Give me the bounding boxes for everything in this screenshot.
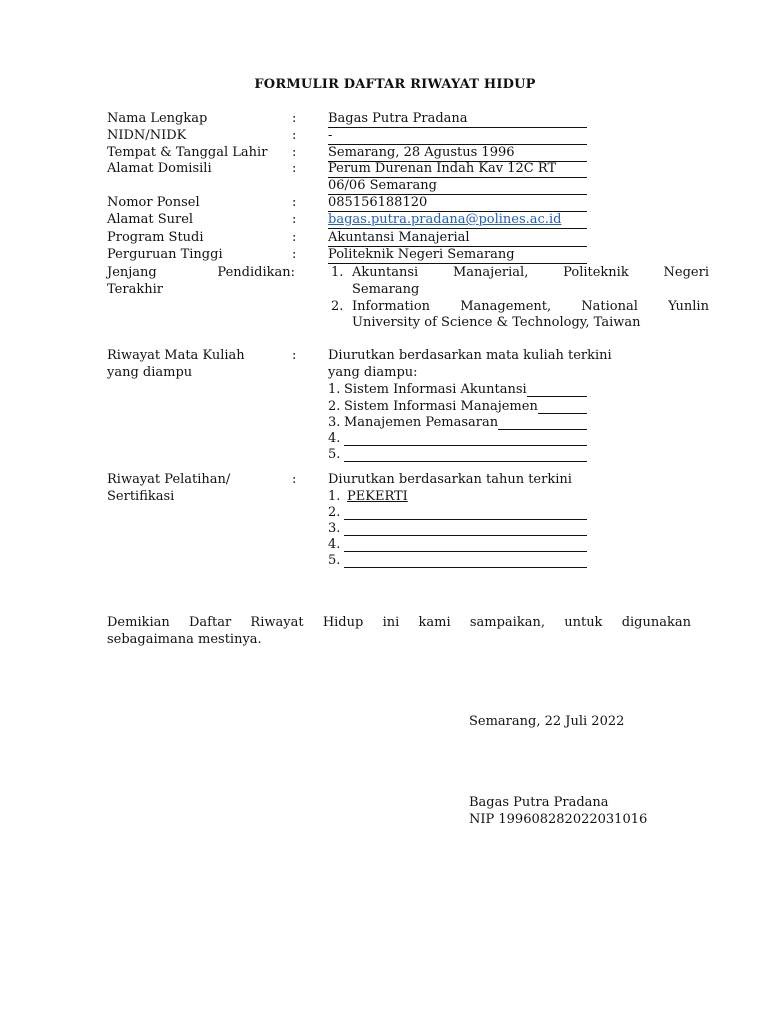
label-jenjang-word1: Jenjang	[107, 265, 157, 280]
colon: :	[292, 161, 297, 176]
label-jenjang-word2: Pendidikan:	[217, 265, 295, 280]
mk-num: 4.	[328, 431, 341, 446]
pelatihan-num: 5.	[328, 553, 341, 568]
email-link[interactable]: bagas.putra.pradana@polines.ac.id	[328, 212, 562, 227]
form-title: FORMULIR DAFTAR RIWAYAT HIDUP	[254, 77, 536, 92]
mk-intro-line1: Diurutkan berdasarkan mata kuliah terkini	[328, 348, 612, 363]
word: sampaikan,	[469, 615, 545, 630]
label-mk-line2: yang diampu	[107, 365, 193, 380]
label-nidn: NIDN/NIDK	[107, 128, 187, 143]
word: Riwayat	[250, 615, 304, 630]
colon: :	[292, 230, 297, 245]
colon: :	[292, 195, 297, 210]
label-surel: Alamat Surel	[107, 212, 194, 227]
pelatihan-num: 2.	[328, 505, 341, 520]
word: kami	[418, 615, 451, 630]
word: untuk	[564, 615, 603, 630]
mk-num: 1.	[328, 382, 341, 397]
colon: :	[292, 472, 297, 487]
signer-nip: NIP 199608282022031016	[469, 812, 648, 827]
word: Daftar	[189, 615, 232, 630]
closing-line1	[107, 615, 691, 630]
word: Politeknik	[563, 265, 629, 280]
jenjang-num-2: 2.	[331, 299, 344, 314]
value-surel[interactable]	[328, 212, 587, 229]
pelatihan-item-4	[344, 538, 587, 552]
mk-item-5	[344, 448, 587, 462]
colon: :	[292, 111, 297, 126]
mk-item-1-text: Sistem Informasi Akuntansi	[344, 382, 527, 397]
word: National	[581, 299, 638, 314]
word: Information	[352, 299, 431, 314]
word: digunakan	[621, 615, 691, 630]
mk-item-3-text: Manajemen Pemasaran	[344, 415, 499, 430]
word: Negeri	[663, 265, 709, 280]
jenjang-item-1-line1	[352, 265, 709, 280]
mk-item-3	[344, 416, 587, 430]
value-pt: Politeknik Negeri Semarang	[328, 247, 587, 264]
label-jenjang-line2: Terakhir	[107, 282, 163, 297]
word: Yunlin	[668, 299, 709, 314]
jenjang-item-2-line2: University of Science & Technology, Taiwan	[352, 315, 641, 330]
place-date: Semarang, 22 Juli 2022	[469, 714, 625, 729]
colon: :	[292, 247, 297, 262]
label-jenjang	[107, 265, 295, 280]
pelatihan-item-5	[344, 554, 587, 568]
value-ponsel: 085156188120	[328, 195, 587, 212]
value-nama: Bagas Putra Pradana	[328, 111, 587, 128]
pelatihan-item-3	[344, 522, 587, 536]
value-alamat-line2: 06/06 Semarang	[328, 178, 587, 195]
pelatihan-intro: Diurutkan berdasarkan tahun terkini	[328, 472, 572, 487]
label-ponsel: Nomor Ponsel	[107, 195, 200, 210]
value-nidn: -	[328, 128, 587, 145]
mk-item-2-text: Sistem Informasi Manajemen	[344, 399, 538, 414]
colon: :	[292, 348, 297, 363]
mk-item-1	[344, 383, 587, 397]
colon: :	[292, 128, 297, 143]
closing-line2: sebagaimana mestinya.	[107, 632, 262, 647]
value-ttl: Semarang, 28 Agustus 1996	[328, 145, 587, 162]
colon: :	[292, 212, 297, 227]
word: Demikian	[107, 615, 170, 630]
label-prodi: Program Studi	[107, 230, 204, 245]
label-pt: Perguruan Tinggi	[107, 247, 223, 262]
pelatihan-item-1: PEKERTI	[347, 489, 408, 504]
word: Hidup	[322, 615, 364, 630]
jenjang-item-1-line2: Semarang	[352, 282, 420, 297]
pelatihan-num: 3.	[328, 521, 341, 536]
label-pelatihan-line1: Riwayat Pelatihan/	[107, 472, 231, 487]
pelatihan-num: 1.	[328, 489, 341, 504]
label-mk-line1: Riwayat Mata Kuliah	[107, 348, 245, 363]
label-alamat: Alamat Domisili	[107, 161, 212, 176]
label-ttl: Tempat & Tanggal Lahir	[107, 145, 268, 160]
mk-item-2	[344, 400, 587, 414]
label-pelatihan-line2: Sertifikasi	[107, 489, 175, 504]
word: Management,	[460, 299, 552, 314]
mk-item-4	[344, 432, 587, 446]
word: ini	[382, 615, 400, 630]
label-nama: Nama Lengkap	[107, 111, 208, 126]
value-alamat-line1: Perum Durenan Indah Kav 12C RT	[328, 161, 587, 178]
jenjang-num-1: 1.	[331, 265, 344, 280]
mk-intro-line2: yang diampu:	[328, 365, 418, 380]
pelatihan-num: 4.	[328, 537, 341, 552]
signer-name: Bagas Putra Pradana	[469, 795, 609, 810]
word: Manajerial,	[453, 265, 529, 280]
colon: :	[292, 145, 297, 160]
value-prodi: Akuntansi Manajerial	[328, 230, 587, 247]
pelatihan-item-2	[344, 506, 587, 520]
mk-num: 5.	[328, 447, 341, 462]
mk-num: 3.	[328, 415, 341, 430]
mk-num: 2.	[328, 399, 341, 414]
word: Akuntansi	[352, 265, 419, 280]
jenjang-item-2-line1	[352, 299, 709, 314]
